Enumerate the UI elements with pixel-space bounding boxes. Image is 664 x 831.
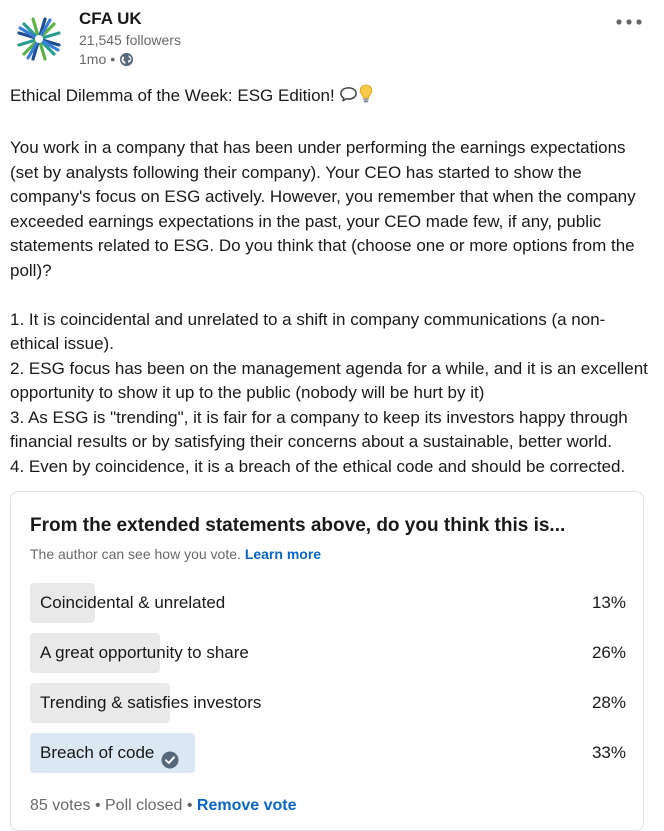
post-title-line (10, 84, 650, 112)
meta-separator: • (110, 51, 116, 67)
ellipsis-icon (615, 18, 643, 26)
poll-visibility-note (30, 545, 321, 563)
poll-status: Poll closed (105, 797, 183, 814)
post-time: 1mo (79, 51, 107, 67)
list-item: 2. ESG focus has been on the management agenda for a while, and it is an excellent opportunity to show it up to the public (nobody will be hurt by it) (10, 358, 648, 402)
poll-note-text: The author can see how you vote. (30, 546, 241, 562)
actor-info (79, 8, 181, 68)
cfa-logo-icon (13, 13, 65, 65)
globe-icon (119, 52, 134, 67)
post-title: Ethical Dilemma of the Week: ESG Edition! (10, 86, 335, 105)
poll-option-label (40, 733, 179, 773)
speech-bubble-icon (339, 85, 358, 112)
poll-question: From the extended statements above, do you think this is... (30, 515, 566, 536)
poll-option-percent: 13% (591, 593, 626, 612)
post-commentary (10, 84, 650, 479)
footer-separator: • (186, 797, 193, 814)
more-options-button[interactable] (613, 10, 645, 34)
poll-option-label (40, 633, 249, 673)
poll-option-label (40, 583, 225, 623)
poll-footer (30, 795, 296, 817)
poll-option (30, 683, 626, 723)
poll-option-text: Coincidental & unrelated (40, 593, 226, 612)
poll-option-text: Breach of code (40, 743, 155, 762)
poll-option (30, 633, 626, 673)
poll-option-label (40, 683, 261, 723)
post-meta (79, 50, 181, 68)
poll-option-percent: 33% (591, 743, 626, 762)
actor-name[interactable]: CFA UK (79, 9, 142, 28)
poll-option-text: A great opportunity to share (40, 643, 249, 662)
footer-separator: • (94, 797, 101, 814)
poll-option-percent: 28% (591, 693, 626, 712)
poll-option (30, 583, 626, 623)
follower-count: 21,545 followers (79, 32, 181, 48)
remove-vote-button[interactable]: Remove vote (196, 797, 297, 814)
lightbulb-icon (359, 84, 373, 112)
list-item: 1. It is coincidental and unrelated to a shift in company communications (a non-ethical issue). (10, 309, 606, 353)
list-item: 3. As ESG is "trending", it is fair for a company to keep its investors happy through financial results or by satisfying their concerns about a sustainable, better world. (10, 407, 628, 451)
check-circle-icon (161, 744, 179, 762)
post-header (13, 8, 653, 78)
poll-option-text: Trending & satisfies investors (40, 693, 262, 712)
vote-count: 85 votes (30, 797, 91, 814)
poll-option-percent: 26% (591, 643, 626, 662)
list-item: 4. Even by coincidence, it is a breach of the ethical code and should be corrected. (10, 456, 626, 476)
post-paragraph: You work in a company that has been under performing the earnings expectations (set by analysts following their company). Your CEO has started to show the company's focus on ESG actively. However, you remember that when the company exceeded earnings expectations in the past, your CEO made few, if any, public statements related to ESG. Do you think that (choose one or more options from the poll)? (10, 138, 636, 280)
company-logo[interactable] (13, 13, 65, 65)
poll-card (10, 491, 644, 831)
poll-option-selected (30, 733, 626, 773)
learn-more-link[interactable]: Learn more (244, 546, 322, 562)
